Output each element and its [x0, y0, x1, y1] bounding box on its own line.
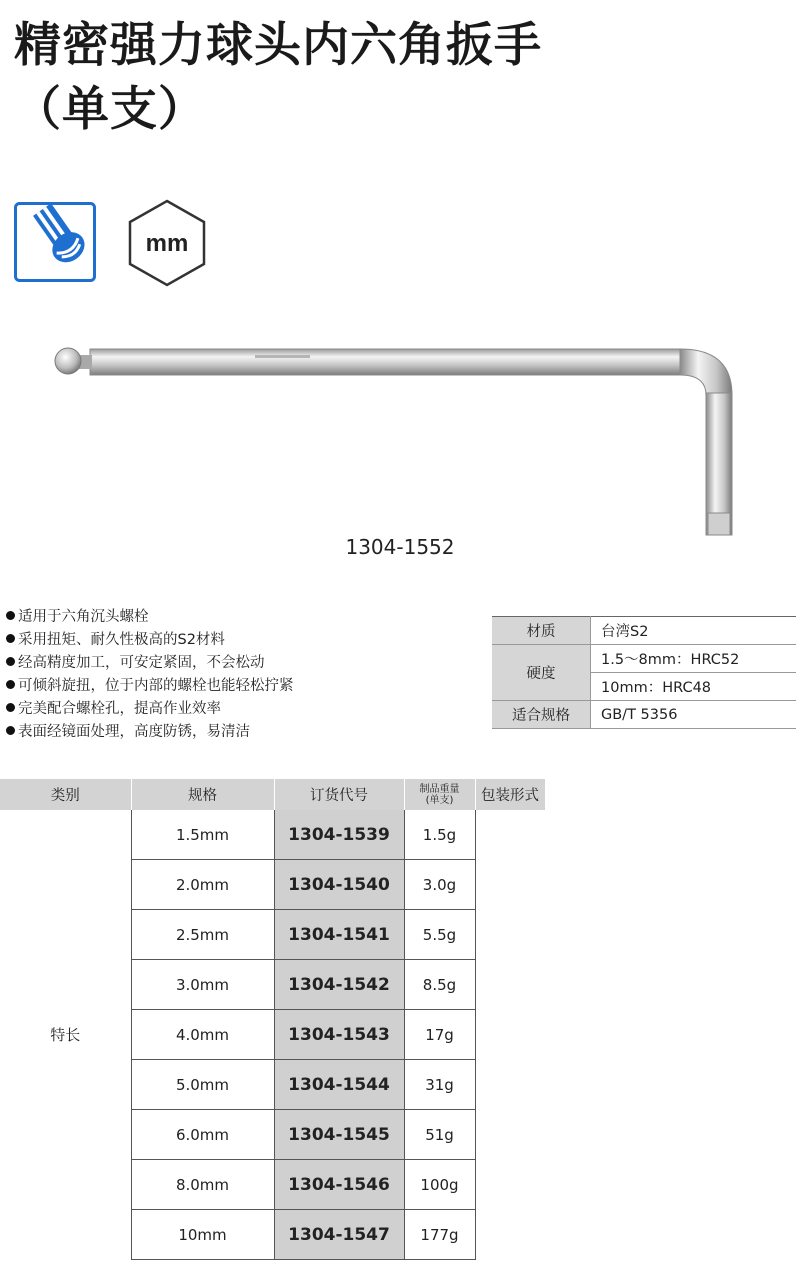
title-line-2: （单支）	[14, 82, 206, 137]
spec-cell: 10mm	[131, 1210, 274, 1260]
header-weight-line1: 制品重量	[419, 783, 460, 795]
spec-value: 台湾S2	[591, 617, 797, 645]
weight-cell: 5.5g	[404, 910, 475, 960]
spec-cell: 2.0mm	[131, 860, 274, 910]
spec-cell: 4.0mm	[131, 1010, 274, 1060]
image-model-label: 1304-1552	[345, 535, 455, 559]
order-cell: 1304-1541	[274, 910, 404, 960]
weight-cell: 51g	[404, 1110, 475, 1160]
header-spec: 规格	[131, 779, 274, 810]
spec-label: 材质	[492, 617, 591, 645]
order-cell: 1304-1547	[274, 1210, 404, 1260]
spec-cell: 8.0mm	[131, 1160, 274, 1210]
weight-cell: 17g	[404, 1010, 475, 1060]
order-cell: 1304-1543	[274, 1010, 404, 1060]
spec-cell: 2.5mm	[131, 910, 274, 960]
bullet-icon	[6, 611, 15, 620]
spec-value: 10mm：HRC48	[591, 673, 797, 701]
feature-item: 采用扭矩、耐久性极高的S2材料	[6, 629, 486, 652]
bullet-icon	[6, 634, 15, 643]
header-weight	[404, 779, 475, 810]
spec-label: 硬度	[492, 645, 591, 701]
feature-list	[6, 606, 486, 744]
bullet-icon	[6, 703, 15, 712]
table-row	[0, 810, 545, 860]
bullet-icon	[6, 657, 15, 666]
spec-cell: 3.0mm	[131, 960, 274, 1010]
weight-cell: 31g	[404, 1060, 475, 1110]
order-cell: 1304-1545	[274, 1110, 404, 1160]
page-title	[14, 14, 794, 142]
order-cell: 1304-1544	[274, 1060, 404, 1110]
order-cell: 1304-1539	[274, 810, 404, 860]
spec-cell: 1.5mm	[131, 810, 274, 860]
table-header-row	[0, 779, 545, 810]
feature-item: 完美配合螺栓孔，提高作业效率	[6, 698, 486, 721]
order-cell: 1304-1540	[274, 860, 404, 910]
spec-cell: 5.0mm	[131, 1060, 274, 1110]
bullet-icon	[6, 726, 15, 735]
bullet-icon	[6, 680, 15, 689]
spec-table	[492, 616, 796, 729]
metric-hex-icon	[126, 198, 208, 288]
header-packaging: 包装形式	[475, 779, 545, 810]
packaging-cell	[475, 810, 545, 1260]
header-order-no: 订货代号	[274, 779, 404, 810]
weight-cell: 100g	[404, 1160, 475, 1210]
spec-cell: 6.0mm	[131, 1110, 274, 1160]
category-cell: 特长	[0, 810, 131, 1260]
order-cell: 1304-1546	[274, 1160, 404, 1210]
order-cell: 1304-1542	[274, 960, 404, 1010]
weight-cell: 1.5g	[404, 810, 475, 860]
weight-cell: 8.5g	[404, 960, 475, 1010]
spec-label: 适合规格	[492, 701, 591, 729]
weight-cell: 177g	[404, 1210, 475, 1260]
feature-item: 表面经镜面处理，高度防锈，易清洁	[6, 721, 486, 744]
spec-row-standard	[492, 701, 796, 729]
title-line-1: 精密强力球头内六角扳手	[14, 18, 542, 73]
feature-item: 经高精度加工，可安定紧固，不会松动	[6, 652, 486, 675]
feature-item: 适用于六角沉头螺栓	[6, 606, 486, 629]
wrench-image	[40, 335, 760, 550]
spec-value: GB/T 5356	[591, 701, 797, 729]
spec-value: 1.5～8mm：HRC52	[591, 645, 797, 673]
weight-cell: 3.0g	[404, 860, 475, 910]
metric-label: mm	[145, 230, 189, 257]
header-category: 类别	[0, 779, 131, 810]
spec-row-material	[492, 617, 796, 645]
spec-row-hardness	[492, 645, 796, 673]
header-weight-line2: (单支)	[425, 794, 454, 806]
product-table	[0, 779, 546, 1260]
ball-end-icon	[14, 202, 96, 282]
feature-item: 可倾斜旋扭，位于内部的螺栓也能轻松拧紧	[6, 675, 486, 698]
